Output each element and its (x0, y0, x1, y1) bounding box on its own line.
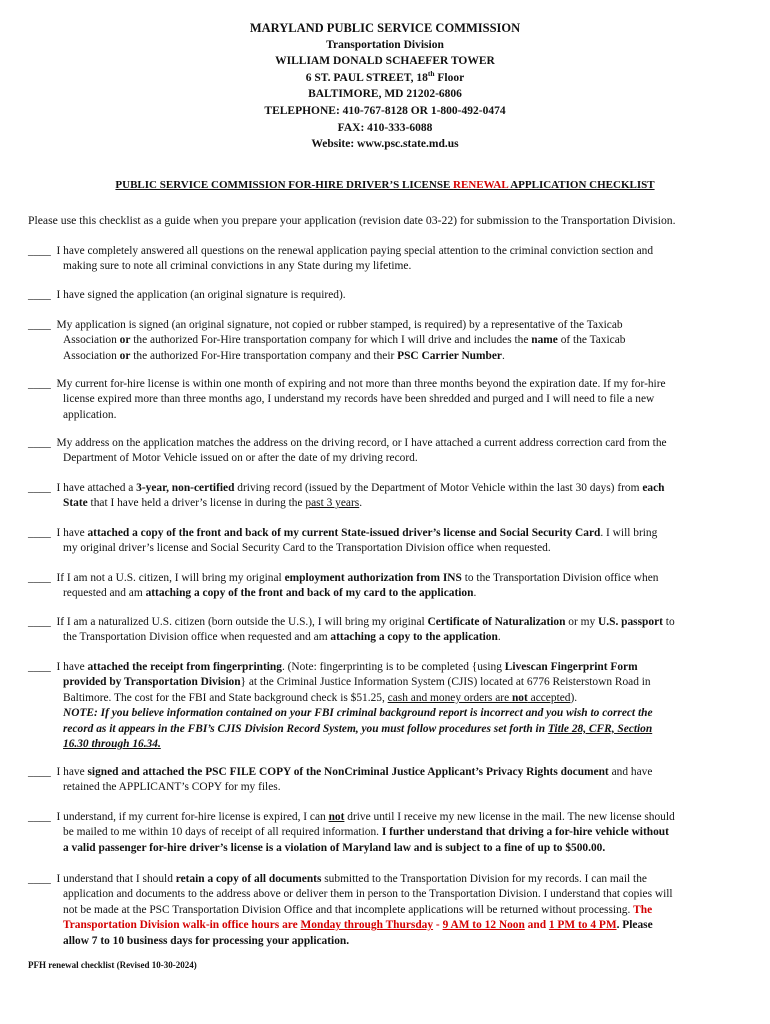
checkbox-blank[interactable]: ____ (28, 437, 51, 449)
checklist-item-13: ____ I understand that I should retain a copy of all documents submitted to the Transportation Division for my records. I can mail the application and documents to the address above or deliver them in person to the Transportation Division. I understand that copies will not be made at the PSC Transportation Division Office and that incomplete applications will be returned without processing. The Transportation Division walk-in office hours are Monday through Thursday - 9 AM to 12 Noon and 1 PM to 4 PM. Please allow 7 to 10 business days for processing your application. (28, 873, 673, 947)
checklist-item-8: ____ If I am not a U.S. citizen, I will bring my original employment authorization from INS to the Transportation Division office when requested and am attaching a copy of the front and back of my card to the application. (28, 572, 659, 600)
checklist-item-7: ____ I have attached a copy of the front and back of my current State-issued driver’s license and Social Security Card. I will bring my original driver’s license and Social Security Card to the Transportation Division office when requested. (28, 527, 658, 555)
checklist-item-1: ____ I have completely answered all questions on the renewal application paying special attention to the criminal conviction section and making sure to note all criminal convictions in any State during my lifetime. (28, 245, 654, 273)
intro-text: Please use this checklist as a guide when you prepare your application (revision date 03-22) for submission to the Transportation Division. (28, 214, 676, 227)
checkbox-blank[interactable]: ____ (28, 527, 51, 539)
website: Website: www.psc.state.md.us (311, 138, 459, 151)
checkbox-blank[interactable]: ____ (28, 873, 51, 885)
checkbox-blank[interactable]: ____ (28, 482, 51, 494)
checkbox-blank[interactable]: ____ (28, 811, 51, 823)
checklist-item-10: ____ I have attached the receipt from fingerprinting. (Note: fingerprinting is to be completed {using Livescan Fingerprint Form provided by Transportation Division} at the Criminal Justice Information System (CJIS) located at 6776 Reisterstown Road in Baltimore. The cost for the FBI and State background check is $51.25, cash and money orders are not accepted). NOTE: If you believe information contained on your FBI criminal background report is incorrect and you wish to correct the record as it appears in the FBI’s CJIS Division Record System, you must follow procedures set forth in Title 28, CFR, Section 16.30 through 16.34. (28, 661, 653, 751)
checkbox-blank[interactable]: ____ (28, 616, 51, 628)
checkbox-blank[interactable]: ____ (28, 378, 51, 390)
checkbox-blank[interactable]: ____ (28, 319, 51, 331)
checkbox-blank[interactable]: ____ (28, 245, 51, 257)
building-name: WILLIAM DONALD SCHAEFER TOWER (275, 55, 495, 68)
checklist-title: PUBLIC SERVICE COMMISSION FOR-HIRE DRIVER’S LICENSE RENEWAL APPLICATION CHECKLIST (115, 179, 655, 191)
checklist-item-3: ____ My application is signed (an original signature, not copied or rubber stamped, is required) by a representative of the Taxicab Association or the authorized For-Hire transportation company for which I will drive and includes the name of the Taxicab Association or the authorized For-Hire transportation company and their PSC Carrier Number. (28, 319, 626, 362)
checkbox-blank[interactable]: ____ (28, 766, 51, 778)
street-address: 6 ST. PAUL STREET, 18th Floor (305, 68, 465, 84)
telephone: TELEPHONE: 410-767-8128 OR 1-800-492-0474 (264, 104, 506, 117)
checklist-item-5: ____ My address on the application matches the address on the driving record, or I have attached a current address correction card from the Department of Motor Vehicle issued on or after the date of my driving record. (28, 437, 667, 465)
division-name: Transportation Division (326, 38, 444, 51)
letterhead (0, 20, 770, 153)
checklist-item-4: ____ My current for-hire license is within one month of expiring and not more than three months beyond the expiration date. If my for-hire license expired more than three months ago, I understand my records have been shredded and purged and I will need to file a new application. (28, 378, 666, 421)
org-name: MARYLAND PUBLIC SERVICE COMMISSION (249, 21, 521, 35)
checkbox-blank[interactable]: ____ (28, 661, 51, 673)
fax: FAX: 410-333-6088 (337, 121, 433, 134)
checkbox-blank[interactable]: ____ (28, 289, 51, 301)
checkbox-blank[interactable]: ____ (28, 572, 51, 584)
checklist-item-11: ____ I have signed and attached the PSC FILE COPY of the NonCriminal Justice Applicant’s Privacy Rights document and have retained the APPLICANT’s COPY for my files. (28, 766, 653, 794)
checklist-item-6: ____ I have attached a 3-year, non-certified driving record (issued by the Department of Motor Vehicle within the last 30 days) from each State that I have held a driver’s license in during the past 3 years. (28, 482, 665, 510)
checklist-item-9: ____ If I am a naturalized U.S. citizen (born outside the U.S.), I will bring my original Certificate of Naturalization or my U.S. passport to the Transportation Division office when requested and am attaching a copy to the application. (28, 616, 675, 644)
checklist-item-12: ____ I understand, if my current for-hire license is expired, I can not drive until I receive my new license in the mail. The new license should be mailed to me within 10 days of receipt of all required information. I further understand that driving a for-hire vehicle without a valid passenger for-hire driver’s license is a violation of Maryland law and is subject to a fine of up to $500.00. (28, 811, 675, 854)
checklist-item-2: ____ I have signed the application (an original signature is required). (28, 289, 346, 301)
footer-revision: PFH renewal checklist (Revised 10-30-2024) (28, 960, 197, 970)
city-address: BALTIMORE, MD 21202-6806 (308, 88, 462, 101)
